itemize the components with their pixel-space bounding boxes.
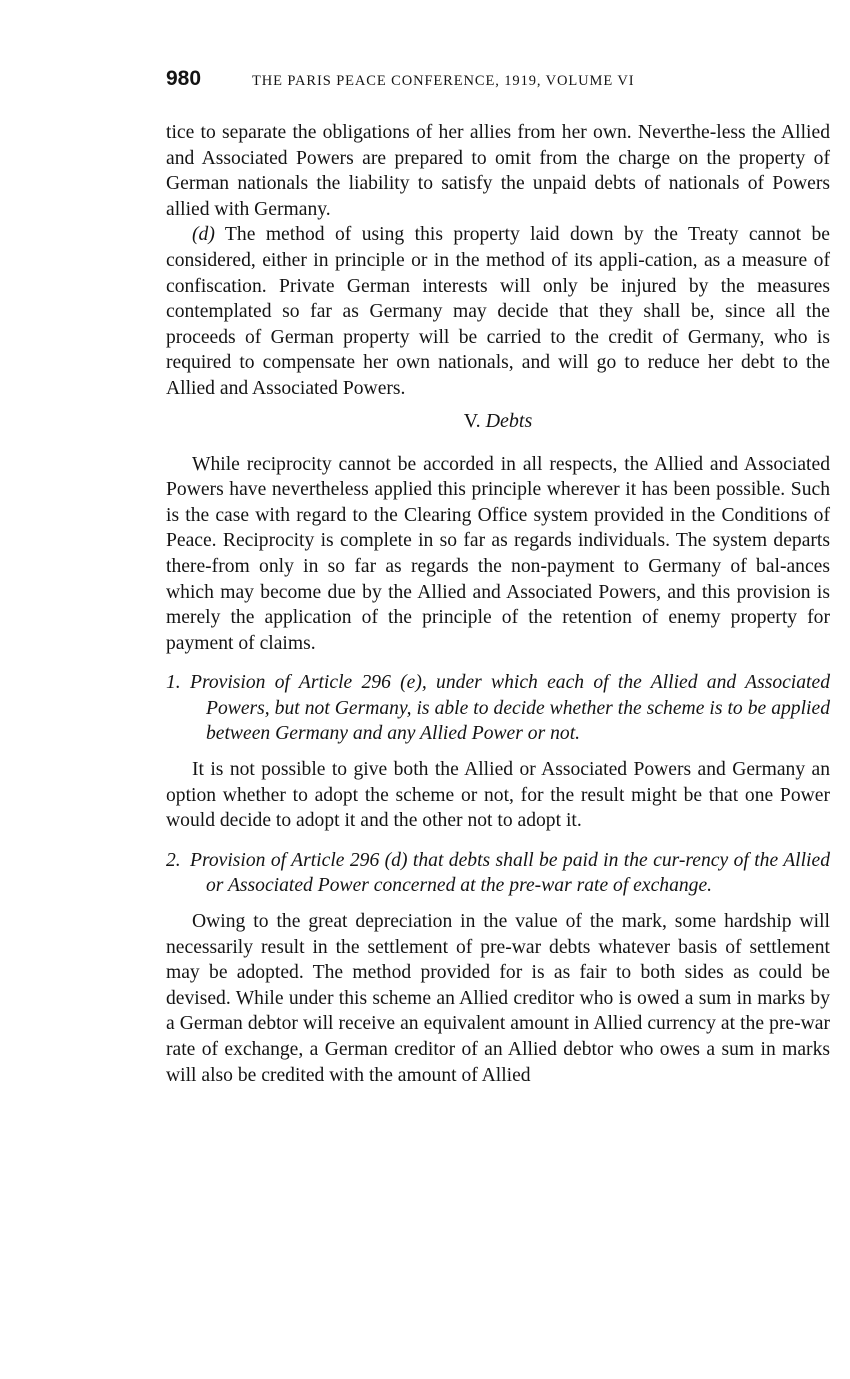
numbered-item-2: [166, 848, 830, 899]
paragraph-d: [166, 222, 830, 401]
section-heading: [166, 406, 830, 436]
document-page: [166, 66, 830, 1088]
paragraph-depreciation: Owing to the great depreciation in the value of the mark, some hardship will necessarily result in the settlement of pre-war debts whatever basis of settlement may be adopted. The method provided for is as fair to both sides as could be devised. While under this scheme an Allied creditor who is owed a sum in marks by a German debtor will receive an equivalent amount in Allied currency at the pre-war rate of exchange, a German creditor of an Allied debtor who owes a sum in marks will also be credited with the amount of Allied: [166, 911, 830, 1086]
item-text: Provision of Article 296 (d) that debts shall be paid in the cur-rency of the Allied or Associated Power concerned at the pre-war rate of exchange.: [190, 849, 830, 897]
numbered-item-1: [166, 670, 830, 747]
section-title: Debts: [485, 409, 533, 432]
page-header: [166, 66, 830, 100]
item-number: 2.: [166, 849, 181, 871]
page-number: 980: [166, 67, 202, 90]
section-numeral: V.: [463, 409, 481, 432]
paragraph-continued: tice to separate the obligations of her allies from her own. Neverthe-less the Allied and Associated Powers are prepared to omit from the charge on the property of German nationals the liability to satisfy the unpaid debts of nationals of Powers allied with Germany.: [166, 122, 830, 220]
paragraph-debts: While reciprocity cannot be accorded in all respects, the Allied and Associated Powers have nevertheless applied this principle wherever it has been possible. Such is the case with regard to the Clearing Office system provided in the Conditions of Peace. Reciprocity is complete in so far as regards individuals. The system departs there-from only in so far as regards the non-payment to Germany of bal-ances which may become due by the Allied and Associated Powers, and this provision is merely the application of the principle of the retention of enemy property for payment of claims.: [166, 453, 830, 654]
item-text: Provision of Article 296 (e), under which each of the Allied and Associated Powers, but not Germany, is able to decide whether the scheme is to be applied between Germany and any Allied Power or not.: [190, 672, 830, 745]
paragraph-marker: (d): [192, 224, 215, 246]
paragraph-text: The method of using this property laid down by the Treaty cannot be considered, either in principle or in the method of its appli-cation, as a measure of confiscation. Private German interests will only be injured by the measures contemplated so far as Germany may decide that they shall be, since all the proceeds of German property will be carried to the credit of Germany, who is required to compensate her own nationals, and will go to reduce her debt to the Allied and Associated Powers.: [166, 224, 830, 399]
running-head: THE PARIS PEACE CONFERENCE, 1919, VOLUME VI: [252, 73, 635, 89]
item-number: 1.: [166, 672, 181, 694]
paragraph-option: It is not possible to give both the Allied or Associated Powers and Germany an option whether to adopt the scheme or not, for the result might be that one Power would decide to adopt it and the other not to adopt it.: [166, 759, 830, 832]
